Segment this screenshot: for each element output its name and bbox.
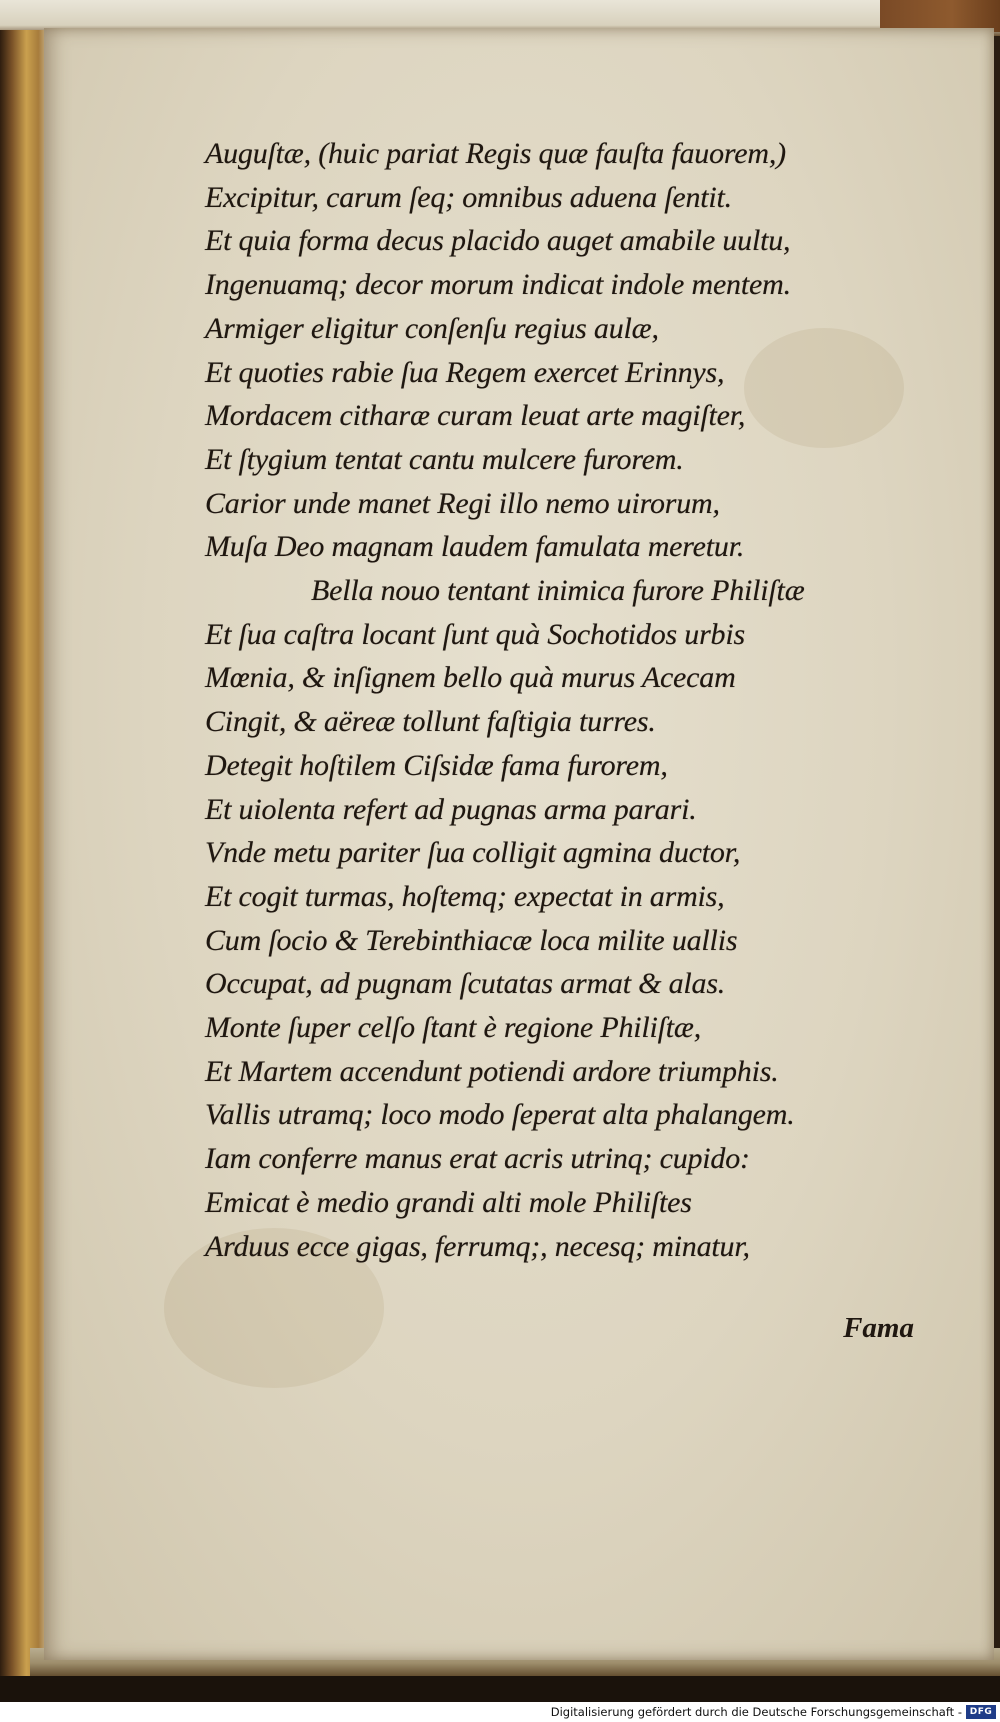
verse-line: Cum ſocio & Terebinthiacæ loca milite uallis [205,923,738,957]
verse-line: Cingit, & aëreæ tollunt faſtigia turres. [205,705,656,739]
verse-line: Iam conferre manus erat acris utrinq; cupido: [205,1142,750,1176]
verse-line: Muſa Deo magnam laudem famulata meretur. [205,530,745,564]
verse-line: Mœnia, & inſignem bello quà murus Acecam [205,661,736,695]
verse-line: Auguſtæ, (huic pariat Regis quæ fauſta fauorem,) [205,137,786,170]
footer-credit: Digitalisierung gefördert durch die Deutsche Forschungsgemeinschaft - [550,1705,962,1719]
verse-line: Et quia forma decus placido auget amabile uultu, [205,224,791,258]
verse-line: Detegit hoſtilem Ciſsidæ fama furorem, [205,748,668,782]
verse-line: Ingenuamq; decor morum indicat indole mentem. [205,268,791,302]
verse-line: Carior unde manet Regi illo nemo uirorum, [205,486,720,520]
verse-line: Et quoties rabie ſua Regem exercet Erinnys, [205,355,725,389]
verse-line: Et ſtygium tentat cantu mulcere furorem. [205,442,684,476]
dfg-logo: DFG [966,1705,996,1719]
footer-bar [0,1702,1000,1722]
verse-line: Armiger eligitur conſenſu regius aulæ, [205,311,659,345]
verse-line: Monte ſuper celſo ſtant è regione Philiſtæ, [205,1011,702,1045]
verse-line: Et uiolenta refert ad pugnas arma parari. [205,792,697,826]
verse-line: Mordacem citharæ curam leuat arte magiſter, [205,399,746,433]
verse-line: Et cogit turmas, hoſtemq; expectat in armis, [205,879,725,913]
verse-line: Vallis utramq; loco modo ſeperat alta phalangem. [205,1098,795,1132]
verse-line: Excipitur, carum ſeq; omnibus aduena ſentit. [205,180,732,214]
verse-line: Et ſua caſtra locant ſunt quà Sochotidos urbis [205,617,745,651]
verse-line: Vnde metu pariter ſua colligit agmina ductor, [205,836,741,870]
verse-line-indented: Bella nouo tentant inimica furore Philiſtæ [311,574,805,608]
verse-text [205,132,925,1268]
verse-line: Arduus ecce gigas, ferrumq;, necesq; minatur, [205,1229,750,1263]
verse-line: Emicat è medio grandi alti mole Philiſtes [205,1185,692,1219]
page-bottom-shadow [0,1676,1000,1702]
book-binding-edge [0,30,48,1690]
catchword: Fama [843,1312,914,1344]
verse-line: Et Martem accendunt potiendi ardore triumphis. [205,1054,779,1088]
verse-line: Occupat, ad pugnam ſcutatas armat & alas. [205,967,726,1001]
